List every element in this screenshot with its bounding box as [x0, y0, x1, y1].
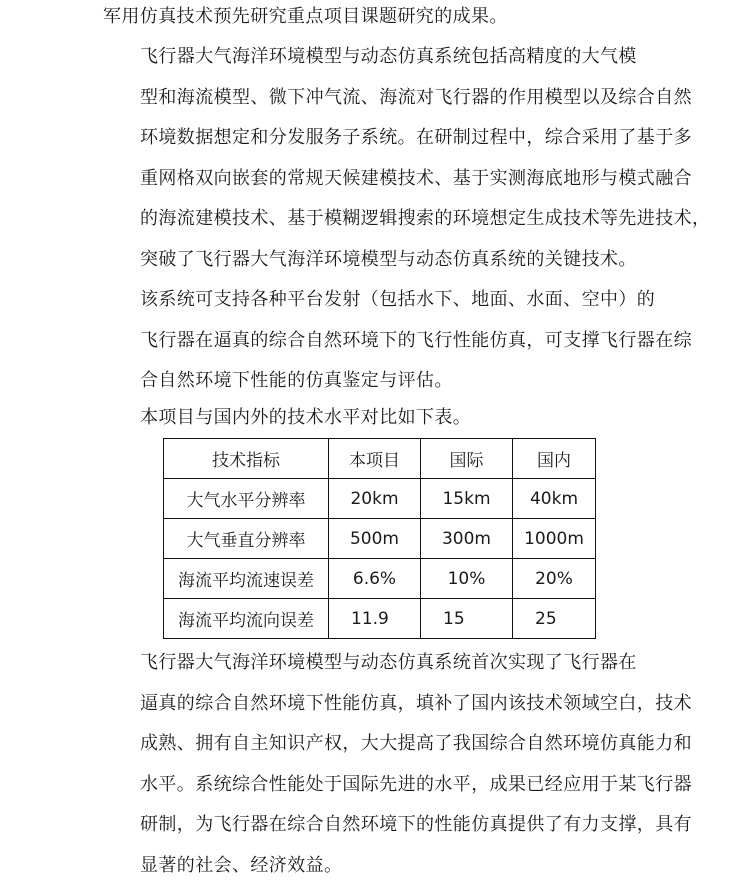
comparison-table — [163, 438, 596, 639]
table-row — [164, 479, 596, 519]
header-international: 国际 — [421, 439, 513, 479]
text-line: 军用仿真技术预先研究重点项目课题研究的成果。 — [103, 6, 508, 27]
paragraph-system-description — [103, 37, 711, 280]
cell-international: 15 — [421, 599, 513, 639]
cell-indicator: 海流平均流向误差 — [164, 599, 329, 639]
text-line: 水平。系统综合性能处于国际先进的水平，成果已经应用于某飞行器 — [140, 773, 692, 795]
text-line: 逼真的综合自然环境下性能仿真，填补了国内该技术领域空白，技术 — [140, 692, 692, 714]
text-line: 显著的社会、经济效益。 — [140, 854, 343, 876]
text-line: 合自然环境下性能的仿真鉴定与评估。 — [140, 370, 453, 391]
text-line: 该系统可支持各种平台发射（包括水下、地面、水面、空中）的 — [140, 289, 656, 310]
cell-project: 500m — [329, 519, 421, 559]
text-line: 重网格双向嵌套的常规天候建模技术、基于实测海底地形与模式融合 — [140, 167, 692, 189]
text-line: 飞行器大气海洋环境模型与动态仿真系统首次实现了飞行器在 — [140, 652, 637, 673]
table-header-row — [164, 439, 596, 479]
text-line: 飞行器大气海洋环境模型与动态仿真系统包括高精度的大气模 — [140, 46, 637, 67]
paragraph-table-intro — [103, 398, 643, 439]
text-line: 环境数据想定和分发服务子系统。在研制过程中，综合采用了基于多 — [140, 127, 692, 148]
text-line: 飞行器在逼真的综合自然环境下的飞行性能仿真，可支撑飞行器在综 — [140, 329, 692, 351]
table-row — [164, 519, 596, 559]
paragraph-intro-tail — [103, 0, 643, 38]
text-line: 型和海流模型、微下冲气流、海流对飞行器的作用模型以及综合自然 — [140, 86, 692, 108]
cell-project: 6.6% — [329, 559, 421, 599]
table-row — [164, 599, 596, 639]
text-line: 本项目与国内外的技术水平对比如下表。 — [140, 407, 472, 428]
header-indicator: 技术指标 — [164, 439, 329, 479]
cell-domestic: 1000m — [513, 519, 596, 559]
table-row — [164, 559, 596, 599]
header-project: 本项目 — [329, 439, 421, 479]
paragraph-conclusion — [103, 643, 692, 886]
cell-international: 10% — [421, 559, 513, 599]
text-line: 成熟、拥有自主知识产权，大大提高了我国综合自然环境仿真能力和 — [140, 733, 692, 754]
cell-project: 20km — [329, 479, 421, 519]
cell-international: 15km — [421, 479, 513, 519]
text-line: 研制，为飞行器在综合自然环境下的性能仿真提供了有力支撑，具有 — [140, 814, 692, 835]
cell-domestic: 40km — [513, 479, 596, 519]
cell-indicator: 海流平均流速误差 — [164, 559, 329, 599]
cell-international: 300m — [421, 519, 513, 559]
text-line: 突破了飞行器大气海洋环境模型与动态仿真系统的关键技术。 — [140, 248, 637, 270]
text-line: 的海流建模技术、基于模糊逻辑搜索的环境想定生成技术等先进技术， — [140, 208, 711, 229]
cell-indicator: 大气垂直分辨率 — [164, 519, 329, 559]
paragraph-system-capability — [103, 280, 692, 402]
cell-domestic: 20% — [513, 559, 596, 599]
header-domestic: 国内 — [513, 439, 596, 479]
cell-indicator: 大气水平分辨率 — [164, 479, 329, 519]
cell-domestic: 25 — [513, 599, 596, 639]
cell-project: 11.9 — [329, 599, 421, 639]
